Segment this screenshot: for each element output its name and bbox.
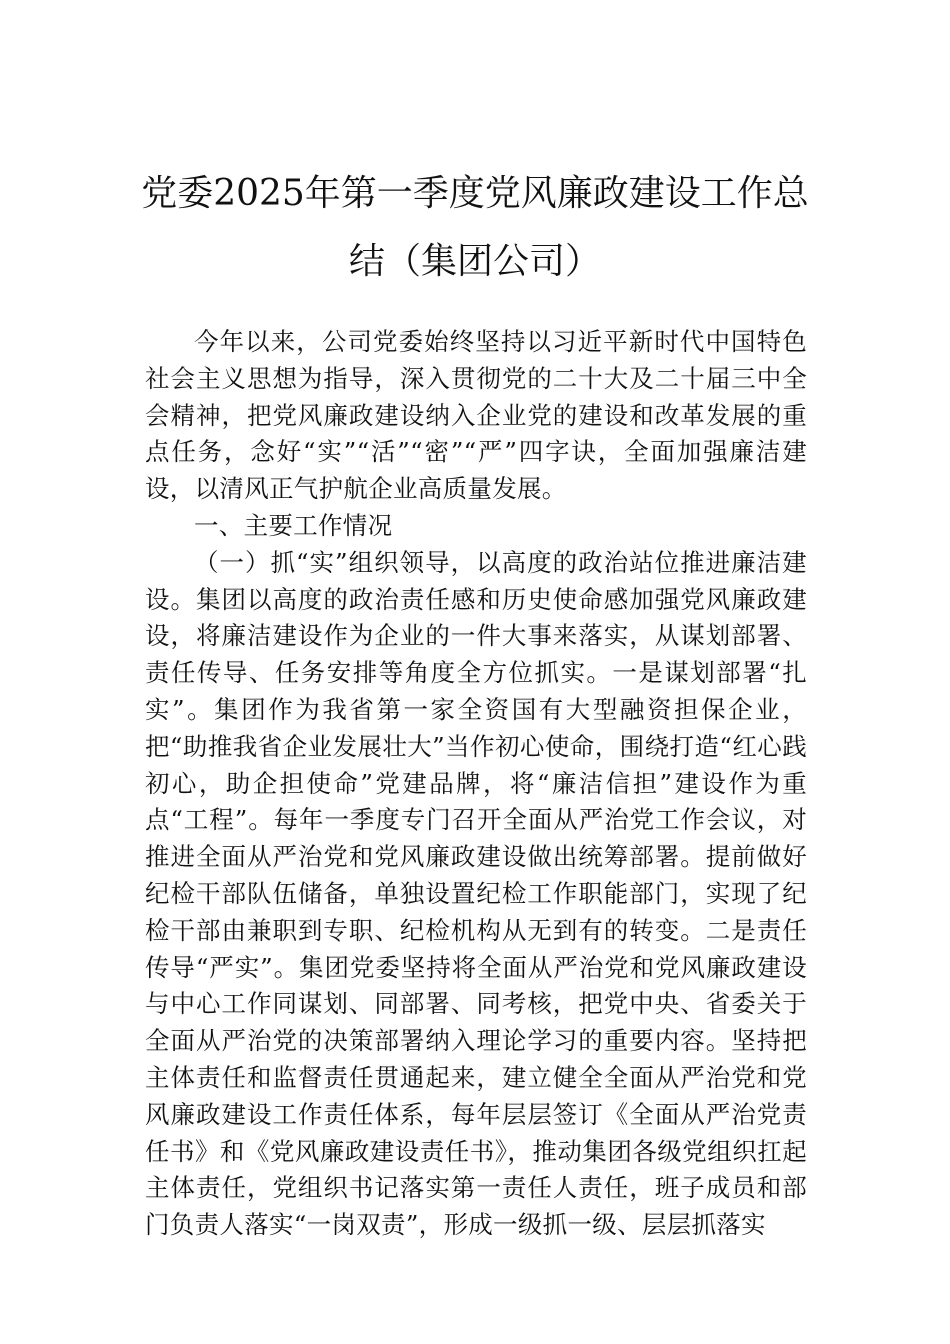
body-paragraph: （一）抓“实”组织领导，以高度的政治站位推进廉洁建设。集团以高度的政治责任感和历史使命感加强党风廉政建设，将廉洁建设作为企业的一件大事来落实，从谋划部署、责任传导、任务安排等角度全方位抓实。一是谋划部署“扎实”。集团作为我省第一家全资国有大型融资担保企业，把“助推我省企业发展壮大”当作初心使命，围绕打造“红心践初心，助企担使命”党建品牌，将“廉洁信担”建设作为重点“工程”。每年一季度专门召开全面从严治党工作会议，对推进全面从严治党和党风廉政建设做出统筹部署。提前做好纪检干部队伍储备，单独设置纪检工作职能部门，实现了纪检干部由兼职到专职、纪检机构从无到有的转变。二是责任传导“严实”。集团党委坚持将全面从严治党和党风廉政建设与中心工作同谋划、同部署、同考核，把党中央、省委关于全面从严治党的决策部署纳入理论学习的重要内容。坚持把主体责任和监督责任贯通起来，建立健全全面从严治党和党风廉政建设工作责任体系，每年层层签订《全面从严治党责任书》和《党风廉政建设责任书》，推动集团各级党组织扛起主体责任，党组织书记落实第一责任人责任，班子成员和部门负责人落实“一岗双责”，形成一级抓一级、层层抓落实 — [145, 547, 807, 1240]
document-title: 党委2025年第一季度党风廉政建设工作总结（集团公司） — [141, 173, 809, 282]
document-body — [145, 324, 807, 1244]
intro-paragraph: 今年以来，公司党委始终坚持以习近平新时代中国特色社会主义思想为指导，深入贯彻党的二十大及二十届三中全会精神，把党风廉政建设纳入企业党的建设和改革发展的重点任务，念好“实”“活”“密”“严”四字诀，全面加强廉洁建设，以清风正气护航企业高质量发展。 — [145, 327, 807, 504]
section-heading: 一、主要工作情况 — [194, 510, 393, 540]
